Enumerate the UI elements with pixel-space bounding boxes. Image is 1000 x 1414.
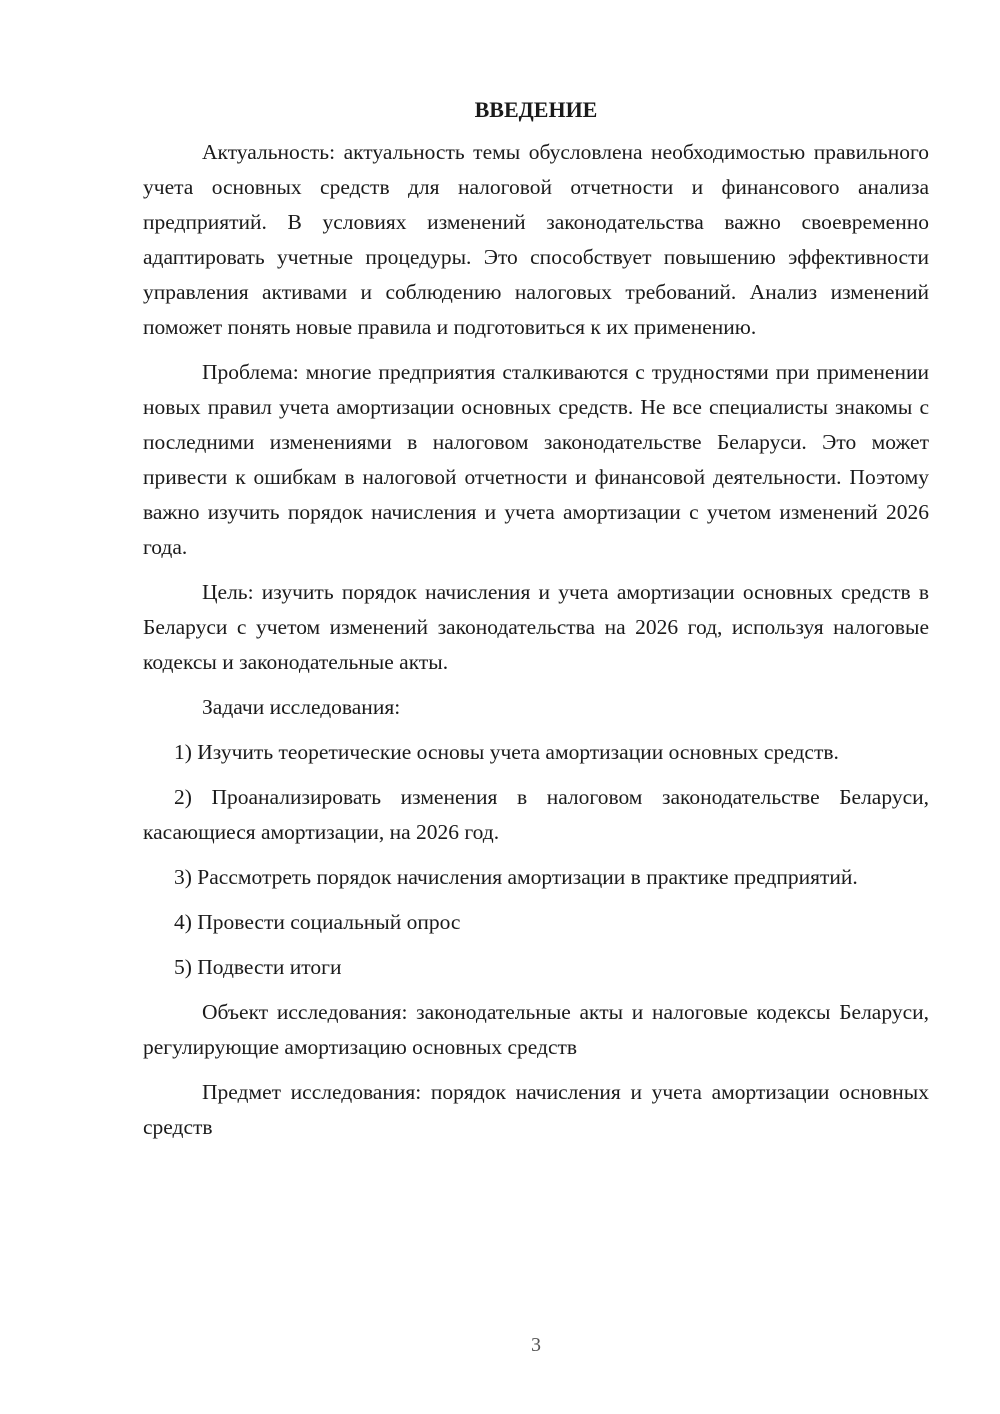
task-item-5: 5) Подвести итоги xyxy=(174,955,342,979)
relevance-paragraph: Актуальность: актуальность темы обусловлена необходимостью правильного учета основных средств для налоговой отчетности и финансового анализа предприятий. В условиях изменений законодательства важно своевременно адаптировать учетные процедуры. Это способствует повышению эффективности управления активами и соблюдению налоговых требований. Анализ изменений поможет понять новые правила и подготовиться к их применению. xyxy=(143,140,929,339)
tasks-heading: Задачи исследования: xyxy=(202,695,401,719)
task-item-4: 4) Провести социальный опрос xyxy=(174,910,461,934)
goal-paragraph: Цель: изучить порядок начисления и учета амортизации основных средств в Беларуси с учетом изменений законодательства на 2026 год, используя налоговые кодексы и законодательные акты. xyxy=(143,580,929,674)
task-item-1: 1) Изучить теоретические основы учета амортизации основных средств. xyxy=(174,740,839,764)
task-item-2: 2) Проанализировать изменения в налоговом законодательстве Беларуси, касающиеся амортизации, на 2026 год. xyxy=(143,785,929,844)
subject-paragraph: Предмет исследования: порядок начисления и учета амортизации основных средств xyxy=(143,1080,929,1139)
document-body xyxy=(143,92,929,1161)
task-item-3: 3) Рассмотреть порядок начисления амортизации в практике предприятий. xyxy=(174,865,858,889)
page-number: 3 xyxy=(531,1334,541,1356)
page-title: ВВЕДЕНИЕ xyxy=(474,97,598,122)
problem-paragraph: Проблема: многие предприятия сталкиваются с трудностями при применении новых правил учета амортизации основных средств. Не все специалисты знакомы с последними изменениями в налоговом законодательстве Беларуси. Это может привести к ошибкам в налоговой отчетности и финансовой деятельности. Поэтому важно изучить порядок начисления и учета амортизации с учетом изменений 2026 года. xyxy=(143,360,929,559)
object-paragraph: Объект исследования: законодательные акты и налоговые кодексы Беларуси, регулирующие амортизацию основных средств xyxy=(143,1000,929,1059)
